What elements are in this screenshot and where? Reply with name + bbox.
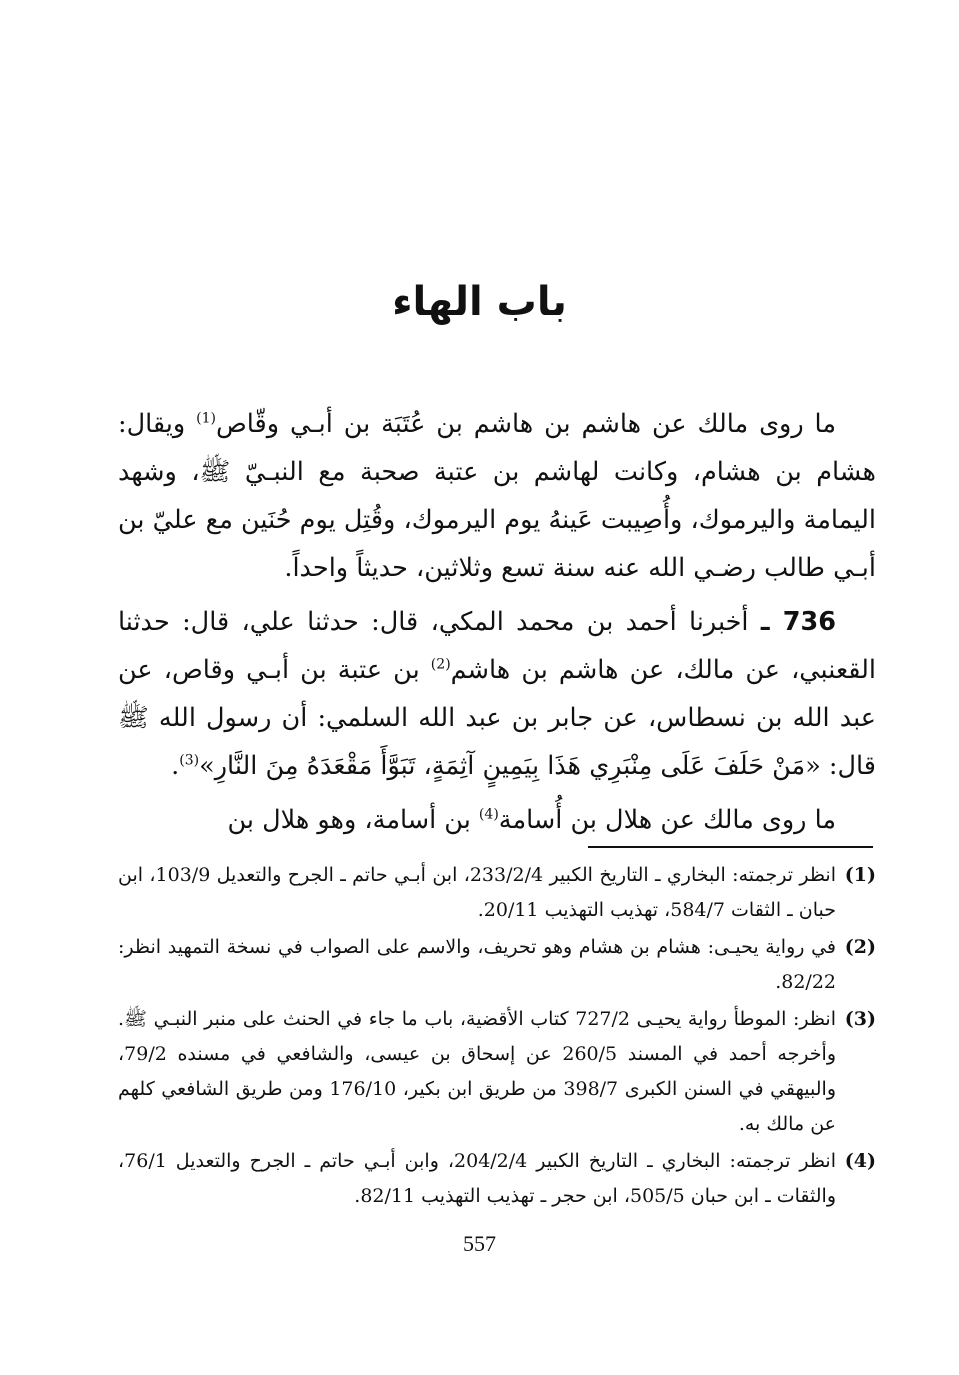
- entry-paragraph-2: [118, 796, 876, 844]
- hadith-number: 736 ـ: [760, 607, 836, 637]
- footnote-3: [118, 1002, 876, 1142]
- entry-paragraph-1: [118, 400, 876, 592]
- chapter-title: باب الهاء: [392, 278, 567, 325]
- main-text: [118, 400, 876, 850]
- hadith-end-mark: .: [171, 751, 180, 781]
- footnote-divider: [588, 846, 873, 848]
- footnote-1: [118, 858, 876, 928]
- footnote-text: انظر: الموطأ رواية يحيـى 727/2 كتاب الأقضية، باب ما جاء في الحنث على منبر النبـي ﷺ. وأخرجه أحمد في المسند 260/5 عن إسحاق بن عيسى، والشافعي في مسنده 79/2، والبيهقي في السنن الكبرى 398/7 من طريق ابن بكير، 176/10 ومن طريق الشافعي كلهم عن مالك به.: [118, 1008, 836, 1135]
- entry-2-text: ما روى مالك عن هلال بن أُسامة: [498, 805, 836, 835]
- footnote-number: (3): [844, 1008, 876, 1030]
- page-number: 557: [463, 1231, 496, 1256]
- footnote-text: انظر ترجمته: البخاري ـ التاريخ الكبير 204/2/4، وابن أبـي حاتم ـ الجرح والتعديل 76/1، والثقات ـ ابن حبان 505/5، ابن حجر ـ تهذيب التهذيب 82/11.: [118, 1150, 836, 1207]
- footnote-ref-3[interactable]: (3): [179, 752, 200, 769]
- footnote-ref-1[interactable]: (1): [196, 410, 216, 427]
- footnote-2: [118, 930, 876, 1000]
- footnote-number: (1): [844, 864, 876, 886]
- footnotes-section: [118, 858, 876, 1216]
- entry-1-continuation: ويقال: هشام بن هشام، وكانت لهاشم بن عتبة صحبة مع النبـيّ ﷺ، وشهد اليمامة واليرموك، وأُصِيبت عَينهُ يوم اليرموك، وقُتِل يوم حُنَين مع عليّ بن أبـي طالب رضـي الله عنه سنة تسع وثلاثين، حديثاً واحداً.: [118, 409, 876, 583]
- footnote-text: في رواية يحيـى: هشام بن هشام وهو تحريف، والاسم على الصواب في نسخة التمهيد انظر: 82/22.: [118, 936, 836, 993]
- footnote-text: انظر ترجمته: البخاري ـ التاريخ الكبير 233/2/4، ابن أبـي حاتم ـ الجرح والتعديل 103/9، ابن حبان ـ الثقات 584/7، تهذيب التهذيب 20/11.: [118, 864, 836, 921]
- hadith-paragraph: [118, 598, 876, 790]
- footnote-number: (4): [844, 1150, 876, 1172]
- footnote-ref-2[interactable]: (2): [430, 656, 451, 673]
- entry-1-text: ما روى مالك عن هاشم بن هاشم بن عُتَبَة بن أبـي وقّاص: [215, 409, 836, 439]
- footnote-number: (2): [844, 936, 876, 958]
- hadith-matn-text: بن عتبة بن أبـي وقاص، عن عبد الله بن نسطاس، عن جابر بن عبد الله السلمي: أن رسول الله ﷺ قال: «مَنْ حَلَفَ عَلَى مِنْبَرِي هَذَا بِيَمِينٍ آثِمَةٍ، تَبَوَّأَ مَقْعَدَهُ مِنَ النَّارِ»: [118, 655, 876, 781]
- footnote-ref-4[interactable]: (4): [478, 806, 499, 823]
- hadith-isnad-text: أخبرنا أحمد بن محمد المكي، قال: حدثنا علي، قال: حدثنا القعنبي، عن مالك، عن هاشم بن هاشم: [118, 607, 877, 685]
- entry-2-continuation: بن أسامة، وهو هلال بن: [227, 805, 479, 835]
- footnote-4: [118, 1144, 876, 1214]
